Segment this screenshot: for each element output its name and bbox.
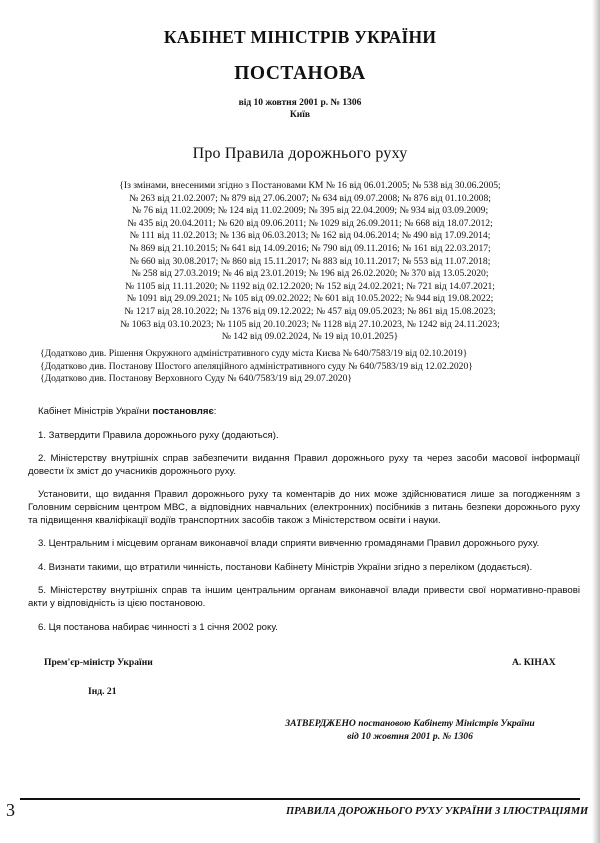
intro-verb: постановляє [152,406,214,417]
document-type: ПОСТАНОВА [234,63,366,84]
clause-2-addendum: Установити, що видання Правил дорожнього руху та коментарів до них може здійснюватися лише за погодженням з Головним сервісним центром МВС, а відповідних навчальних (електронних) посібників з питань безпеки дорожнього руху та підвищення кваліфікації водіїв транспортних засобів також з Міністерством освіти і науки. [28,489,580,526]
signatory-name: А. КІНАХ [512,657,556,668]
amendment-line: № 258 від 27.03.2019; № 46 від 23.01.2019; № 196 від 26.02.2020; № 370 від 13.05.2020; [131,268,489,280]
clause-6: 6. Ця постанова набирає чинності з 1 січня 2002 року. [38,621,278,633]
amendment-line: № 111 від 11.02.2013; № 136 від 06.03.2013; № 162 від 04.06.2014; № 490 від 17.09.2014; [129,230,491,242]
intro-text: Кабінет Міністрів України [38,406,153,417]
approval-line-1: ЗАТВЕРДЖЕНО постановою Кабінету Міністрів України [285,718,535,729]
resolution-body [28,406,580,645]
document-date-number: від 10 жовтня 2001 р. № 1306 [238,98,362,108]
footer-divider [20,798,580,800]
amendment-line: № 869 від 21.10.2015; № 641 від 14.09.2016; № 790 від 09.11.2016; № 161 від 22.03.2017; [129,242,491,254]
additional-reference: {Додатково див. Рішення Окружного адміністративного суду міста Києва № 640/7583/19 від 02.10.2019} [40,348,468,359]
approval-stamp-text [240,717,580,743]
amendment-line: № 435 від 20.04.2011; № 620 від 09.06.2011; № 1029 від 26.09.2011; № 668 від 18.07.2012; [127,217,493,229]
clause-5: 5. Міністерству внутрішніх справ та іншим центральним органам виконавчої влади привести свої нормативно-правові акти у відповідність із цією постановою. [28,585,580,609]
additional-reference: {Додатково див. Постанову Шостого апеляційного адміністративного суду № 640/7583/19 від 12.02.2020} [40,360,473,372]
amendment-line: № 1091 від 29.09.2021; № 105 від 09.02.2022; № 601 від 10.05.2022; № 944 від 19.08.2022; [126,293,494,305]
signatory-position: Прем'єр-міністр України [44,657,153,668]
resolution-intro [28,406,580,419]
clause-3: 3. Центральним і місцевим органам виконавчої влади сприяти вивченню громадянами Правил дорожнього руху. [38,538,540,550]
approval-line-2: від 10 жовтня 2001 р. № 1306 [347,731,473,742]
amendment-line: № 1105 від 11.11.2020; № 1192 від 02.12.2020; № 152 від 24.02.2021; № 721 від 14.07.2021; [125,280,495,292]
document-index: Інд. 21 [88,686,117,697]
amendment-line: № 142 від 09.02.2024, № 19 від 10.01.2025} [221,331,399,343]
additional-references [40,348,570,386]
clause-2: 2. Міністерству внутрішніх справ забезпечити видання Правил дорожнього руху та через засоби масової інформації довести їх зміст до учасників дорожнього руху. [28,453,580,477]
amendments-block [60,180,560,344]
running-footer-title: ПРАВИЛА ДОРОЖНЬОГО РУХУ УКРАЇНИ З ІЛЮСТРАЦІЯМИ [286,806,589,817]
issuing-authority: КАБІНЕТ МІНІСТРІВ УКРАЇНИ [163,27,437,47]
document-title: Про Правила дорожнього руху [192,145,408,162]
intro-colon: : [213,406,217,417]
clause-4: 4. Визнати такими, що втратили чинність, постанови Кабінету Міністрів України згідно з переліком (додається). [38,561,533,573]
page-edge-shadow [592,0,600,843]
clause-1: 1. Затвердити Правила дорожнього руху (додаються). [38,429,279,441]
amendment-line: {Із змінами, внесеними згідно з Постановами КМ № 16 від 06.01.2005; № 538 від 30.06.2005; [119,180,501,191]
amendment-line: № 1217 від 28.10.2022; № 1376 від 09.12.2022; № 457 від 09.05.2023; № 861 від 15.08.2023; [124,305,496,317]
page-number: 3 [6,800,15,820]
amendment-line: № 660 від 30.08.2017; № 860 від 15.11.2017; № 883 від 10.11.2017; № 553 від 11.07.2018; [129,255,491,267]
document-city: Київ [289,110,311,120]
amendment-line: № 76 від 11.02.2009; № 124 від 11.02.2009; № 395 від 22.04.2009; № 934 від 03.09.2009; [131,205,489,217]
additional-reference: {Додатково див. Постанову Верховного Суду № 640/7583/19 від 29.07.2020} [40,373,353,384]
amendment-line: № 263 від 21.02.2007; № 879 від 27.06.2007; № 634 від 09.07.2008; № 876 від 01.10.2008; [129,192,491,204]
amendment-line: № 1063 від 03.10.2023; № 1105 від 20.10.2023; № 1128 від 27.10.2023, № 1242 від 24.11.2023; [120,318,500,330]
